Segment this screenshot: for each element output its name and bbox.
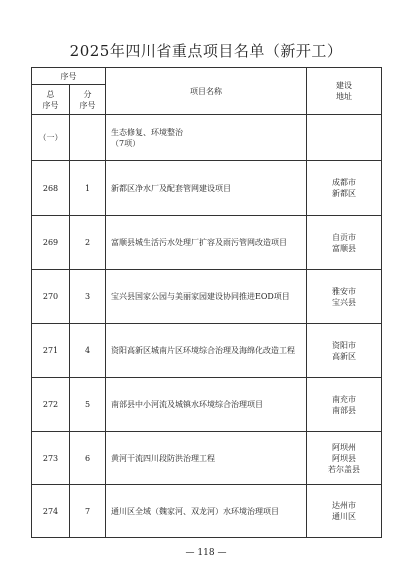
row-total-seq: 272: [32, 378, 70, 432]
table-row: [32, 270, 382, 324]
row-project-name: 富顺县城生活污水处理厂扩容及雨污管网改造项目: [106, 216, 307, 270]
category-label: （一）: [32, 115, 70, 161]
project-table: [31, 67, 382, 538]
header-location: 建设 地址: [307, 68, 382, 115]
table-row: [32, 432, 382, 485]
row-sub-seq: 7: [70, 485, 106, 538]
row-project-name: 南部县中小河流及城镇水环境综合治理项目: [106, 378, 307, 432]
row-project-name: 新都区净水厂及配套管网建设项目: [106, 161, 307, 216]
category-row: [32, 115, 382, 161]
row-sub-seq: 3: [70, 270, 106, 324]
page-title: 2025年四川省重点项目名单（新开工）: [69, 42, 343, 60]
table-row: [32, 485, 382, 538]
row-total-seq: 270: [32, 270, 70, 324]
header-sub-seq: 分 序号: [70, 85, 106, 115]
table-row: [32, 161, 382, 216]
row-sub-seq: 1: [70, 161, 106, 216]
row-total-seq: 271: [32, 324, 70, 378]
header-seq-group: 序号: [32, 68, 106, 85]
row-total-seq: 269: [32, 216, 70, 270]
row-sub-seq: 5: [70, 378, 106, 432]
row-total-seq: 268: [32, 161, 70, 216]
row-project-name: 资阳高新区城南片区环境综合治理及海绵化改造工程: [106, 324, 307, 378]
row-location: 成都市 新都区: [307, 161, 382, 216]
table-row: [32, 378, 382, 432]
row-project-name: 通川区全域（魏家河、双龙河）水环境治理项目: [106, 485, 307, 538]
category-sub-empty: [70, 115, 106, 161]
row-project-name: 宝兴县国家公园与美丽家园建设协同推进EOD项目: [106, 270, 307, 324]
row-location: 达州市 通川区: [307, 485, 382, 538]
table-row: [32, 216, 382, 270]
header-project-name: 项目名称: [106, 68, 307, 115]
category-name: 生态修复、环境整治 （7项）: [106, 115, 307, 161]
header-total-seq: 总 序号: [32, 85, 70, 115]
table-row: [32, 324, 382, 378]
row-location: 雅安市 宝兴县: [307, 270, 382, 324]
row-sub-seq: 2: [70, 216, 106, 270]
row-project-name: 黄河干流四川段防洪治理工程: [106, 432, 307, 485]
row-sub-seq: 6: [70, 432, 106, 485]
row-location: 资阳市 高新区: [307, 324, 382, 378]
row-sub-seq: 4: [70, 324, 106, 378]
row-location: 自贡市 富顺县: [307, 216, 382, 270]
category-location-empty: [307, 115, 382, 161]
row-location: 阿坝州 阿坝县 若尔盖县: [307, 432, 382, 485]
row-total-seq: 273: [32, 432, 70, 485]
row-location: 南充市 南部县: [307, 378, 382, 432]
page-number: — 118 —: [185, 548, 227, 558]
row-total-seq: 274: [32, 485, 70, 538]
